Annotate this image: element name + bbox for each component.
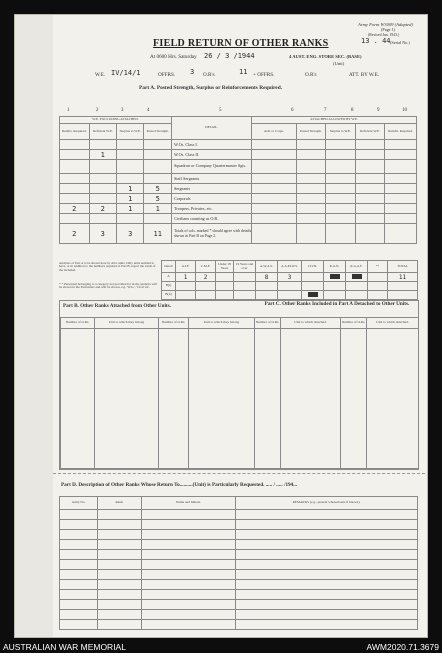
col-header: Unit to which they belong	[189, 318, 255, 329]
cell	[196, 291, 216, 300]
table-row	[60, 580, 418, 590]
cell	[89, 140, 116, 150]
ors-label: O.R's	[203, 72, 215, 78]
cell: 3	[278, 273, 302, 282]
we-value: IV/14/1	[111, 69, 141, 77]
table-row	[60, 160, 417, 174]
date-serial: 13 . 44	[361, 37, 391, 45]
row-label: A	[162, 273, 176, 282]
col-header: Number of O.Rs.	[159, 318, 189, 329]
we-label: W.E.	[95, 72, 106, 78]
cell	[234, 273, 256, 282]
analysis-table	[161, 260, 418, 300]
col-header: **	[368, 261, 388, 273]
col-num: 9	[377, 108, 380, 113]
table-row	[60, 590, 418, 600]
table-row	[60, 610, 418, 620]
offrs-value: 3	[190, 68, 195, 76]
row-label: B(i)	[162, 282, 176, 291]
cell	[144, 174, 171, 184]
col-header: C.M.F.	[196, 261, 216, 273]
part-b-heading: Part B. Other Ranks Attached from Other Units.	[63, 303, 171, 309]
cell: 5	[144, 194, 171, 204]
cell	[216, 291, 234, 300]
form-id: Army Form W3009 (Adapted)	[358, 22, 413, 27]
cell	[368, 291, 388, 300]
cell	[117, 214, 144, 224]
detail-header: DETAIL.	[171, 117, 251, 140]
cell	[278, 282, 302, 291]
row-detail: W.Os. Class II.	[171, 150, 251, 160]
cell	[256, 282, 278, 291]
unit-label: (Unit)	[333, 61, 345, 66]
table-row	[60, 550, 418, 560]
totals-row	[60, 224, 417, 244]
col-header: Posted Strength.	[144, 124, 171, 140]
table-row	[60, 520, 418, 530]
cell: 2	[60, 224, 90, 244]
part-b-c-block	[59, 300, 419, 470]
col-header: A.W.A.S.	[256, 261, 278, 273]
table-row	[60, 570, 418, 580]
col-num: 6	[291, 108, 294, 113]
cell: 1	[117, 184, 144, 194]
table-row	[162, 282, 418, 291]
row-detail: Staff Sergeants	[171, 174, 251, 184]
analysis-note-2: * * Personnel belonging to a category not provided for in the analysis will be shown in the Particulars and will be shown, e.g. 'W.G.', 'Civil' etc.	[59, 282, 157, 290]
cell: 1	[117, 194, 144, 204]
col-header: Unit to which detached.	[367, 318, 419, 329]
left-group-header: W.E. EXCLUDING ATTACHED.	[60, 117, 172, 124]
cell: 2	[196, 273, 216, 282]
col-header: REMARKS (e.g., present whereabouts if known).	[236, 497, 418, 510]
att-label: ATT. BY W.E.	[349, 72, 380, 78]
col-num: 1	[67, 108, 70, 113]
col-header: Deficient W.E.	[89, 124, 116, 140]
ors2-label: O.R's	[305, 72, 317, 78]
cell	[144, 214, 171, 224]
cell	[117, 150, 144, 160]
col-num: 10	[402, 108, 407, 113]
col-num: 4	[147, 108, 150, 113]
cell: 1	[144, 204, 171, 214]
cell	[89, 184, 116, 194]
table-row	[60, 194, 417, 204]
table-row	[60, 620, 418, 630]
row-detail: Sergeants	[171, 184, 251, 194]
col-header: Number of O.Rs.	[255, 318, 281, 329]
cell	[176, 291, 196, 300]
part-a-heading: Part A. Posted Strength, Surplus or Reinforcements Required.	[139, 85, 283, 91]
part-b-c-table	[60, 317, 419, 469]
table-row	[60, 510, 418, 520]
cell: 8	[256, 273, 278, 282]
table-row	[60, 204, 417, 214]
col-header: Rank.	[98, 497, 142, 510]
cell	[346, 273, 368, 282]
page-title: FIELD RETURN OF OTHER RANKS	[153, 38, 329, 49]
cell: 1	[89, 150, 116, 160]
row-detail: Civilians counting as O.R.	[171, 214, 251, 224]
redaction-mark	[308, 292, 318, 297]
cell	[60, 194, 90, 204]
cell	[346, 291, 368, 300]
cell: 2	[60, 204, 90, 214]
cell	[60, 150, 90, 160]
return-date: 26 / 3 /1944	[204, 52, 255, 60]
col-header: A.A.M.W.S.	[278, 261, 302, 273]
col-header: Unit to which detached.	[281, 318, 341, 329]
table-row	[162, 291, 418, 300]
cell	[234, 282, 256, 291]
col-header: Name and Initials.	[142, 497, 236, 510]
table-row	[162, 273, 418, 282]
col-header: Number of O.Rs.	[61, 318, 95, 329]
cell	[60, 160, 90, 174]
col-header: Surplus to W.E.	[117, 124, 144, 140]
col-header: R.A.A.F.	[346, 261, 368, 273]
col-header: Reinfts. Required.	[385, 124, 417, 140]
table-row	[60, 530, 418, 540]
col-header: Unit to which they belong	[95, 318, 159, 329]
cell	[89, 194, 116, 204]
cell	[60, 140, 90, 150]
cell	[324, 273, 346, 282]
at-line-label: At 0600 Hrs. Saturday	[150, 54, 197, 60]
ors-value: 11	[239, 68, 248, 76]
cell	[144, 150, 171, 160]
cell	[368, 273, 388, 282]
cell	[302, 291, 324, 300]
offrs-label: OFFRS.	[158, 72, 176, 78]
accession-number: AWM2020.71.3679	[366, 642, 439, 652]
cell	[144, 140, 171, 150]
table-row	[60, 184, 417, 194]
part-a-table	[59, 116, 417, 244]
row-detail: Corporals	[171, 194, 251, 204]
col-header: Army No.	[60, 497, 98, 510]
right-group-header: ATTACHED ALLOWED BY W.E.	[252, 117, 417, 124]
cell: 11	[144, 224, 171, 244]
cell: 2	[89, 204, 116, 214]
row-label: B(ii)	[162, 291, 176, 300]
cell	[196, 282, 216, 291]
part-d-table	[59, 496, 418, 630]
col-header: Surplus to W.E.	[326, 124, 356, 140]
redaction-mark	[330, 274, 340, 279]
col-header: Arm or Corps.	[252, 124, 296, 140]
revised-note: (Revised Jan. 1943.)	[368, 33, 400, 37]
cell	[278, 291, 302, 300]
cell	[176, 282, 196, 291]
unit-name: 4 AUST. ENG. STORE SEC. (BASE)	[289, 54, 362, 59]
cell: 3	[117, 224, 144, 244]
form-sheet	[14, 14, 428, 638]
col-header: R.A.N.	[324, 261, 346, 273]
serial-label: (Serial No.)	[390, 40, 410, 45]
col-num: 7	[324, 108, 327, 113]
cell	[117, 160, 144, 174]
archive-name: AUSTRALIAN WAR MEMORIAL	[3, 642, 126, 652]
cell: 11	[388, 273, 418, 282]
page-number: (Page 1)	[381, 27, 396, 32]
cell	[256, 291, 278, 300]
cell	[89, 160, 116, 174]
table-row	[60, 150, 417, 160]
row-detail: W.Os. Class I.	[171, 140, 251, 150]
row-detail: Troopers, Privates, etc.	[171, 204, 251, 214]
redaction-mark	[352, 274, 362, 279]
cell	[89, 214, 116, 224]
cell	[302, 273, 324, 282]
cell	[89, 174, 116, 184]
cell: 1	[176, 273, 196, 282]
cell: 3	[89, 224, 116, 244]
col-header: Under 18 Years	[216, 261, 234, 273]
binding-edge	[15, 15, 53, 637]
column-numbers	[59, 108, 417, 116]
col-header: Reinfts. Required.	[60, 124, 90, 140]
divider	[53, 473, 425, 474]
cell	[216, 282, 234, 291]
row-detail: Totals of cols. marked * should agree with details shown in Part B on Page 2.	[171, 224, 251, 244]
cell: 1	[117, 204, 144, 214]
cell	[117, 174, 144, 184]
cell	[324, 282, 346, 291]
cell	[234, 291, 256, 300]
cell	[60, 184, 90, 194]
col-header: 19 Years and over	[234, 261, 256, 273]
cell	[368, 282, 388, 291]
cell	[144, 160, 171, 174]
cell	[324, 291, 346, 300]
table-row	[60, 540, 418, 550]
part-d-heading: Part D. Description of Other Ranks Whose Return To..........(Unit) is Particularly Requested. ..... / ..... /194...	[61, 482, 298, 488]
table-row	[60, 214, 417, 224]
col-num: 2	[96, 108, 99, 113]
col-num: 3	[121, 108, 124, 113]
table-row	[60, 174, 417, 184]
table-row	[60, 600, 418, 610]
col-num: 5	[219, 108, 222, 113]
col-header: A.I.F.	[176, 261, 196, 273]
cell	[388, 282, 418, 291]
col-header: CIVIL	[302, 261, 324, 273]
table-row	[61, 329, 419, 469]
offrs2-label: + OFFRS.	[253, 72, 275, 78]
cell	[302, 282, 324, 291]
archive-footer	[0, 641, 442, 653]
cell	[60, 214, 90, 224]
cell	[60, 174, 90, 184]
table-row	[60, 140, 417, 150]
cell	[346, 282, 368, 291]
col-header: Deficient W.E.	[355, 124, 385, 140]
table-row	[60, 560, 418, 570]
col-header: Detail	[162, 261, 176, 273]
part-c-heading: Part C. Other Ranks Included in Part A Detached to Other Units.	[264, 301, 410, 307]
analysis-note: Analysis of Part A to be shown here by ALL units. Only units entitled to have, or in addition to the numbers required of Part B, report the totals of the included.	[59, 261, 156, 272]
cell: 5	[144, 184, 171, 194]
cell	[117, 140, 144, 150]
row-detail: Squadron or Company Quartermaster Sgts.	[171, 160, 251, 174]
col-num: 8	[351, 108, 354, 113]
col-header: TOTAL	[388, 261, 418, 273]
cell	[216, 273, 234, 282]
col-header: Number of O.Rs.	[341, 318, 367, 329]
col-header: Posted Strength.	[296, 124, 326, 140]
cell	[388, 291, 418, 300]
